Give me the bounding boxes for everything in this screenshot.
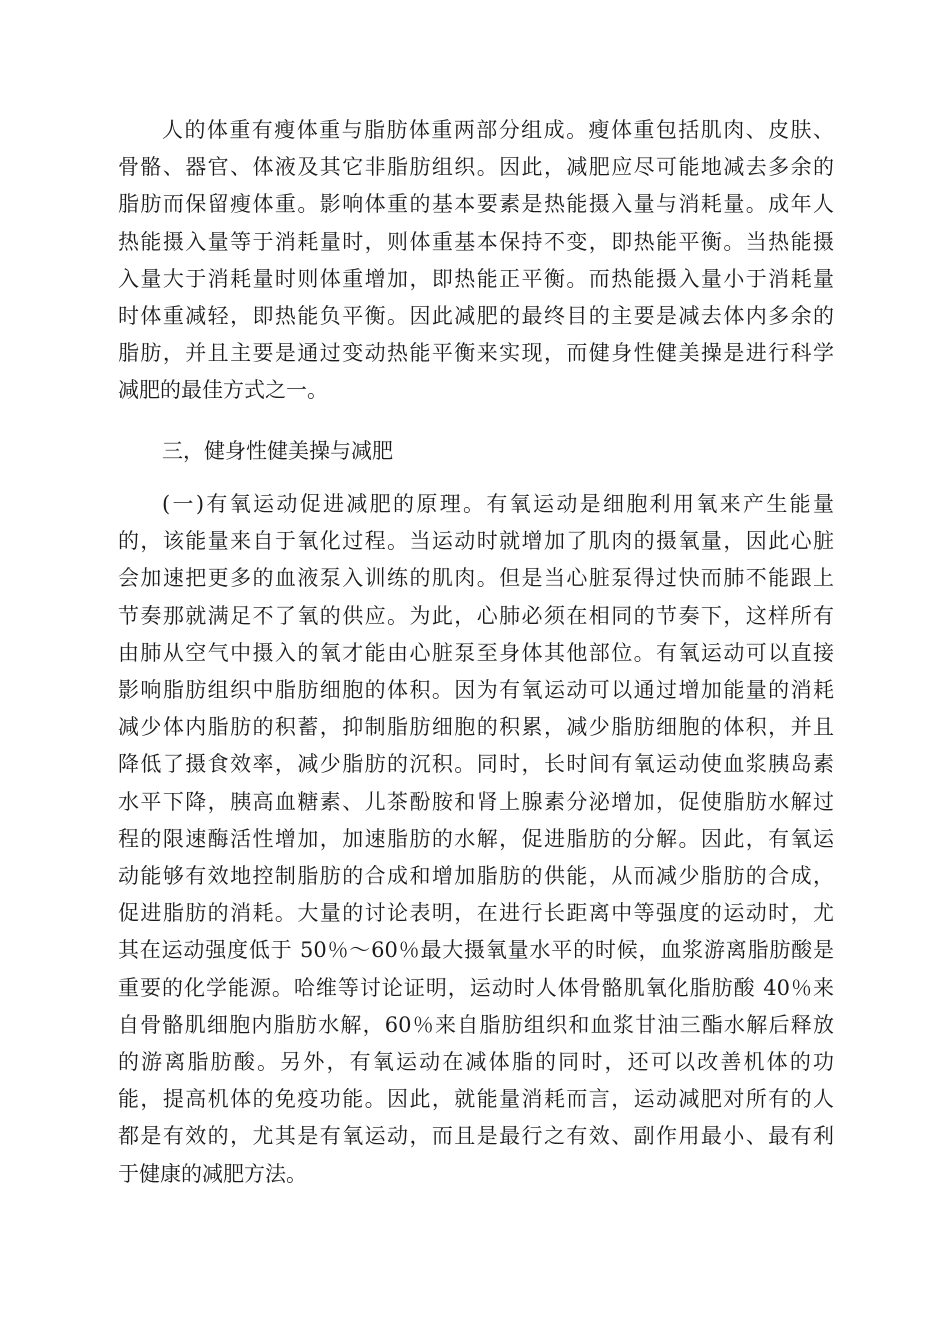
text-line: 减少体内脂肪的积蓄，抑制脂肪细胞的积累，减少脂肪细胞的体积，并且 [118,715,834,740]
text-line: 人的体重有瘦体重与脂肪体重两部分组成。瘦体重包括肌肉、皮肤、 [162,118,834,142]
text-line: 于健康的减肥方法。 [118,1161,307,1186]
text-line: 减肥的最佳方式之一。 [118,378,328,403]
text-line: 时体重减轻，即热能负平衡。因此减肥的最终目的主要是减去体内多余的 [118,304,834,329]
text-line: 节奏那就满足不了氧的供应。为此，心肺必须在相同的节奏下，这样所有 [118,603,834,628]
text-line: 脂肪而保留瘦体重。影响体重的基本要素是热能摄入量与消耗量。成年人 [118,192,834,217]
text-line: 脂肪，并且主要是通过变动热能平衡来实现，而健身性健美操是进行科学 [118,341,834,366]
paragraph-aerobic-principle [118,486,834,1193]
text-line: 水平下降，胰高血糖素、儿茶酚胺和肾上腺素分泌增加，促使脂肪水解过 [118,789,834,814]
text-line: 的游离脂肪酸。另外，有氧运动在减体脂的同时，还可以改善机体的功 [118,1050,834,1075]
text-line: 骨骼、器官、体液及其它非脂肪组织。因此，减肥应尽可能地减去多余的 [118,155,834,180]
paragraph-body-weight [118,112,834,410]
text-line: 能，提高机体的免疫功能。因此，就能量消耗而言，运动减肥对所有的人 [118,1087,834,1112]
text-line: 的，该能量来自于氧化过程。当运动时就增加了肌肉的摄氧量，因此心脏 [118,529,834,554]
text-line: 动能够有效地控制脂肪的合成和增加脂肪的供能，从而减少脂肪的合成， [118,864,834,889]
text-line: 重要的化学能源。哈维等讨论证明，运动时人体骨骼肌氧化脂肪酸 40％来 [118,975,834,1000]
text-line: 热能摄入量等于消耗量时，则体重基本保持不变，即热能平衡。当热能摄 [118,229,834,254]
text-line: 降低了摄食效率，减少脂肪的沉积。同时，长时间有氧运动使血浆胰岛素 [118,752,834,777]
text-line: 其在运动强度低于 50％～60％最大摄氧量水平的时候，血浆游离脂肪酸是 [118,938,834,963]
text-line: 会加速把更多的血液泵入训练的肌肉。但是当心脏泵得过快而肺不能跟上 [118,566,834,591]
text-line: 都是有效的，尤其是有氧运动，而且是最行之有效、副作用最小、最有利 [118,1124,834,1149]
text-line: 促进脂肪的消耗。大量的讨论表明，在进行长距离中等强度的运动时，尤 [118,901,834,926]
section-heading-text: 三，健身性健美操与减肥 [162,439,393,463]
text-line: 程的限速酶活性增加，加速脂肪的水解，促进脂肪的分解。因此，有氧运 [118,826,834,851]
text-line: 自骨骼肌细胞内脂肪水解，60％来自脂肪组织和血浆甘油三酯水解后释放 [118,1012,834,1037]
text-line: 入量大于消耗量时则体重增加，即热能正平衡。而热能摄入量小于消耗量 [118,266,834,291]
section-heading [118,433,834,470]
text-line: 由肺从空气中摄入的氧才能由心脏泵至身体其他部位。有氧运动可以直接 [118,640,834,665]
text-line: 影响脂肪组织中脂肪细胞的体积。因为有氧运动可以通过增加能量的消耗 [118,678,834,703]
text-line: (一)有氧运动促进减肥的原理。有氧运动是细胞利用氧来产生能量 [162,492,834,516]
